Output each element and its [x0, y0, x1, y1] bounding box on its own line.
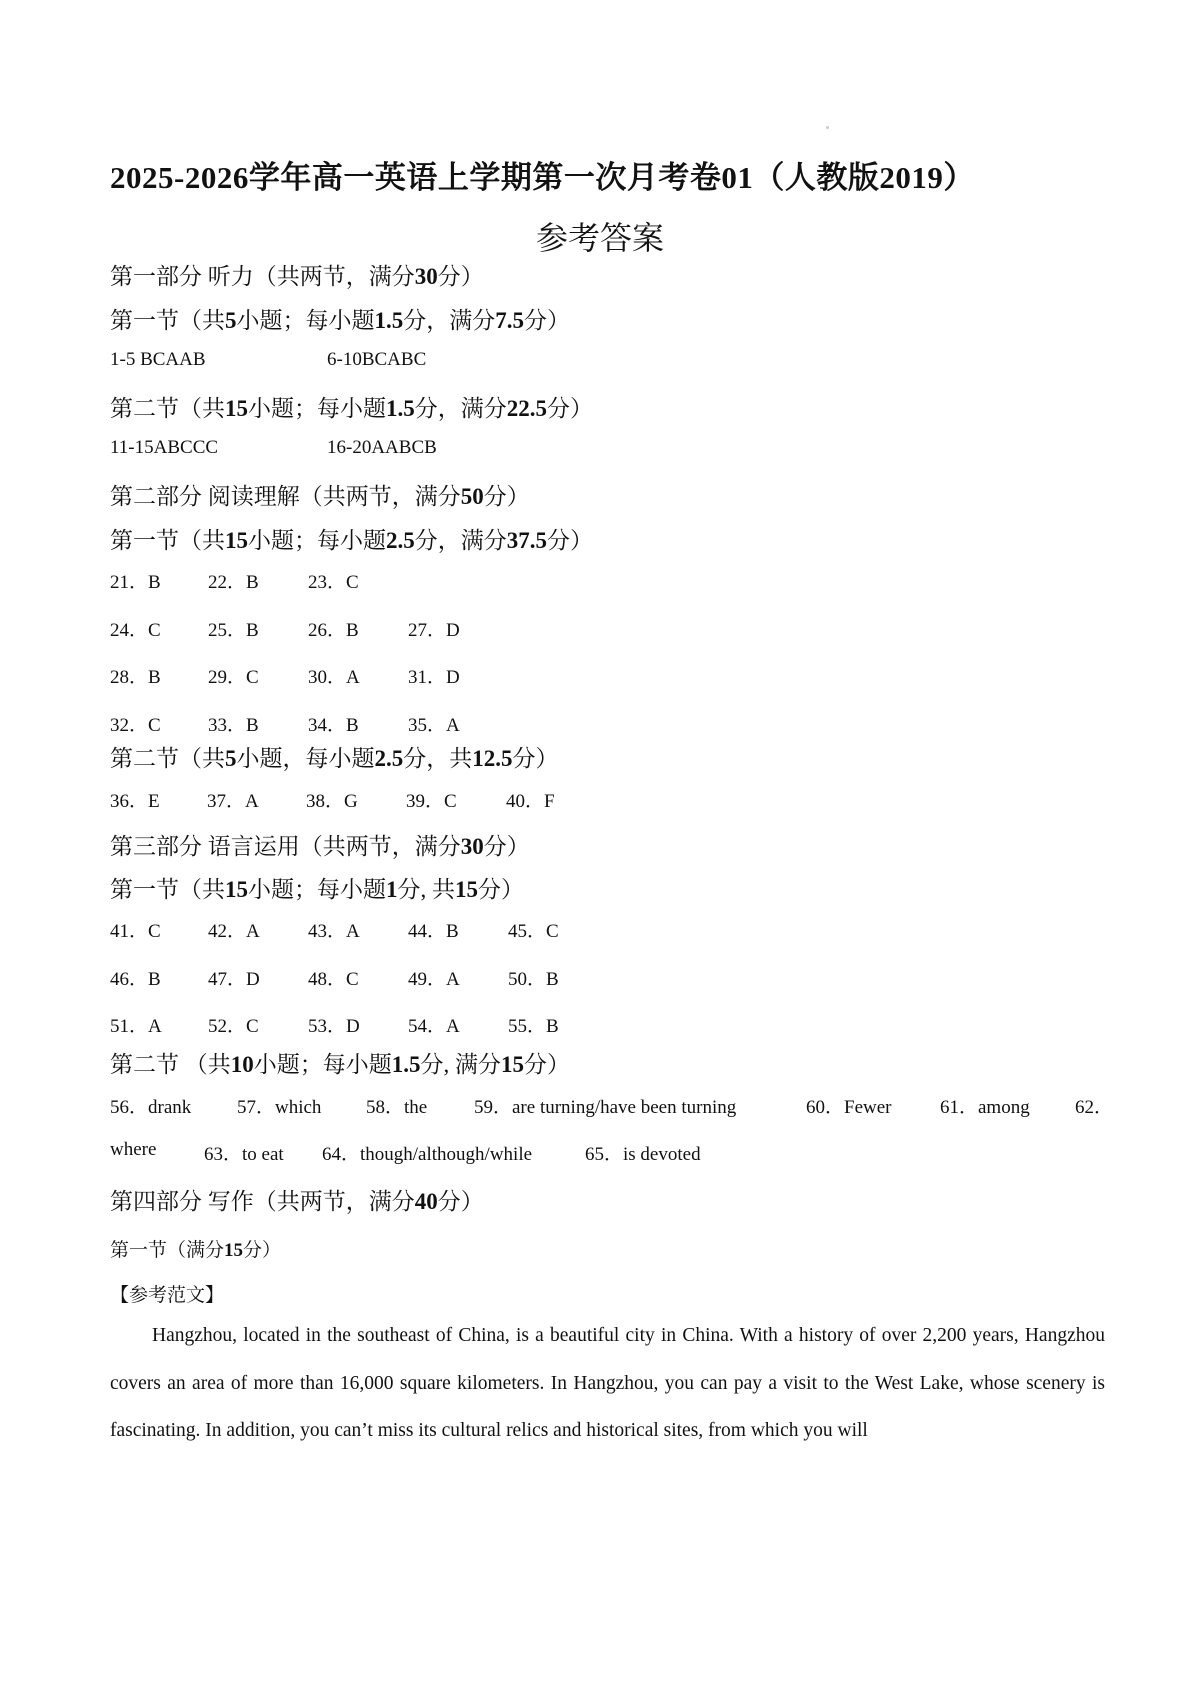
answer-item: 30．A — [308, 667, 360, 688]
answer-item: 27．D — [408, 619, 460, 641]
answer-item: 38．G — [306, 791, 358, 812]
answer-item: 44．B — [408, 921, 459, 942]
answer-item: 23．C — [308, 572, 359, 593]
answer-group: 11-15ABCCC — [110, 437, 219, 458]
answer-item: 41．C — [110, 921, 161, 942]
answer-item: 50．B — [508, 968, 559, 990]
answer-item: 45．C — [508, 921, 559, 942]
answer-item: 61．among — [940, 1097, 1030, 1118]
answer-item: 47．D — [208, 968, 260, 990]
answer-item: 40．F — [506, 791, 555, 812]
answer-item: 52．C — [208, 1016, 259, 1037]
part3-sec1-heading: 第一节（共15小题；每小题1分, 共15分） — [110, 877, 524, 902]
answer-group: 1-5 BCAAB — [110, 349, 206, 370]
answer-item: 21．B — [110, 572, 161, 593]
part1-heading: 第一部分 听力（共两节，满分30分） — [110, 264, 484, 289]
answer-item: 37．A — [207, 791, 259, 812]
answer-item: 59．are turning/have been turning — [474, 1097, 737, 1118]
answer-item: 39．C — [406, 791, 457, 812]
answer-item: 53．D — [308, 1016, 360, 1037]
answer-item: 57．which — [237, 1097, 322, 1118]
scan-speck — [826, 126, 829, 129]
answer-item: 22．B — [208, 572, 259, 593]
part4-sec1-heading: 第一节（满分15分） — [110, 1240, 282, 1261]
answer-item: 26．B — [308, 619, 359, 641]
answer-item: 25．B — [208, 619, 259, 641]
answer-item: where — [110, 1139, 157, 1160]
answer-item: 36．E — [110, 791, 160, 812]
answer-item: 62． — [1075, 1097, 1114, 1118]
answer-item: 55．B — [508, 1016, 559, 1037]
part3-sec2-heading: 第二节 （共10小题；每小题1.5分, 满分15分） — [110, 1052, 570, 1077]
answer-group: 16-20AABCB — [327, 437, 437, 458]
part3-heading: 第三部分 语言运用（共两节，满分30分） — [110, 834, 530, 859]
answer-item: 35．A — [408, 714, 460, 736]
answer-item: 54．A — [408, 1016, 460, 1037]
part4-heading: 第四部分 写作（共两节，满分40分） — [110, 1189, 484, 1214]
answer-item: 28．B — [110, 667, 161, 688]
answer-item: 42．A — [208, 921, 260, 942]
answer-item: 64．though/although/while — [322, 1144, 533, 1165]
part2-sec1-heading: 第一节（共15小题；每小题2.5分，满分37.5分） — [110, 528, 593, 553]
page-title: 2025-2026学年高一英语上学期第一次月考卷01（人教版2019） — [110, 160, 975, 195]
answer-item: 29．C — [208, 667, 259, 688]
sample-essay: Hangzhou, located in the southeast of China, is a beautiful city in China. With a history of over 2,200 years, Hangzhou covers an area of more than 16,000 square kilometers. In Hangzhou, you can pay a visit to the West Lake, whose scenery is fascinating. In addition, you can’t miss its cultural relics and historical sites, from which you will — [110, 1325, 1105, 1441]
answer-item: 49．A — [408, 968, 460, 990]
part2-sec2-heading: 第二节（共5小题，每小题2.5分，共12.5分） — [110, 746, 559, 771]
answer-item: 65．is devoted — [585, 1144, 701, 1165]
answer-item: 34．B — [308, 714, 359, 736]
answer-item: 43．A — [308, 921, 360, 942]
answer-item: 58．the — [366, 1097, 428, 1118]
answer-item: 24．C — [110, 619, 161, 641]
answer-item: 51．A — [110, 1016, 162, 1037]
part1-sec2-heading: 第二节（共15小题；每小题1.5分，满分22.5分） — [110, 396, 593, 421]
answer-item: 33．B — [208, 714, 259, 736]
answer-item: 31．D — [408, 667, 460, 688]
answer-item: 56．drank — [110, 1097, 192, 1118]
answer-item: 46．B — [110, 968, 161, 990]
answer-item: 63．to eat — [204, 1144, 284, 1165]
page-subtitle: 参考答案 — [535, 220, 664, 256]
answer-group: 6-10BCABC — [327, 349, 427, 370]
answer-item: 48．C — [308, 968, 359, 990]
part1-sec1-heading: 第一节（共5小题；每小题1.5分，满分7.5分） — [110, 308, 570, 333]
answer-item: 60．Fewer — [806, 1097, 892, 1118]
answer-item: 32．C — [110, 714, 161, 736]
part2-heading: 第二部分 阅读理解（共两节，满分50分） — [110, 484, 530, 509]
sample-essay-label: 【参考范文】 — [110, 1285, 225, 1306]
